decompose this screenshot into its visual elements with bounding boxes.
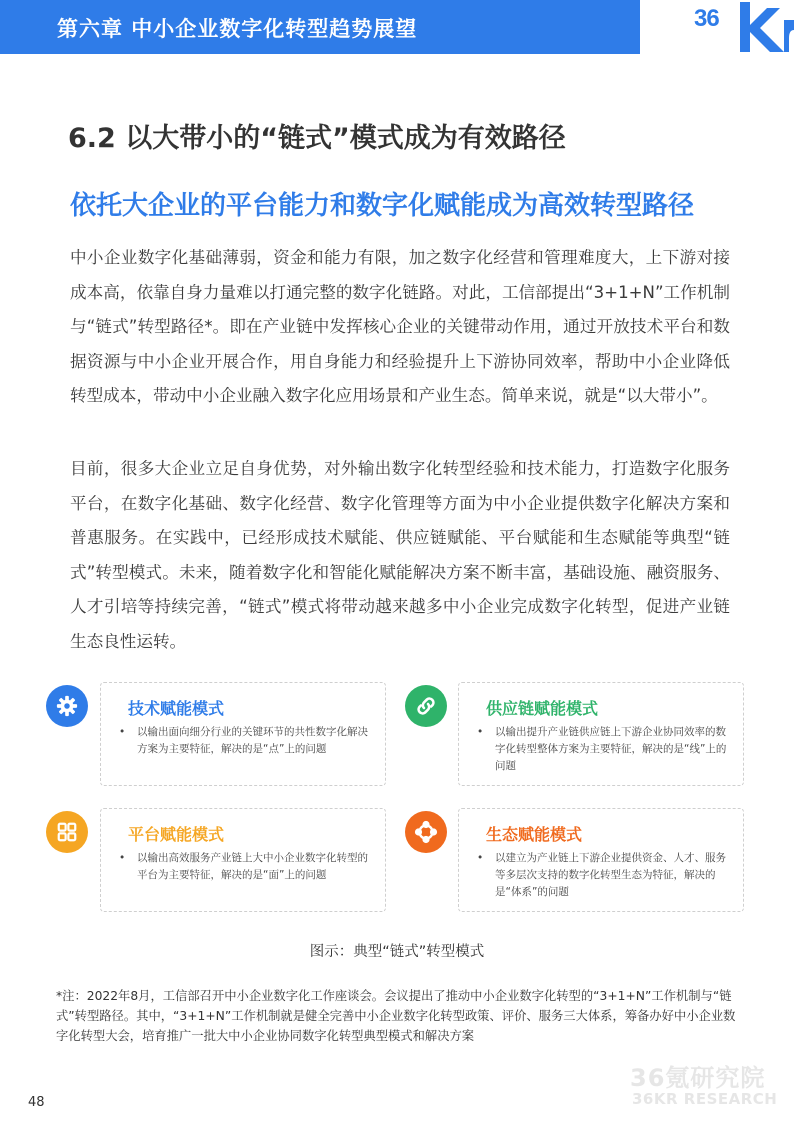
- chapter-title: 第六章 中小企业数字化转型趋势展望: [57, 17, 418, 41]
- page-number: 48: [28, 1095, 45, 1110]
- mode-title: 技术赋能模式: [128, 699, 225, 718]
- mode-bullet-text: 以输出高效服务产业链上大中小企业数字化转型的平台为主要特征，解决的是“面”上的问题: [137, 852, 368, 881]
- section-subtitle: 依托大企业的平台能力和数字化赋能成为高效转型路径: [70, 191, 695, 221]
- watermark-en: 36KR RESEARCH: [632, 1090, 778, 1108]
- mode-bullet-text: 以建立为产业链上下游企业提供资金、人才、服务等多层次支持的数字化转型生态为特征，解决的是“体系”的问题: [495, 852, 726, 898]
- figure-caption: 图示：典型“链式”转型模式: [309, 944, 485, 960]
- grid-icon: [46, 811, 88, 853]
- mode-title: 平台赋能模式: [128, 825, 225, 844]
- logo-36kr: [690, 0, 794, 54]
- body-paragraph-2: 目前，很多大企业立足自身优势，对外输出数字化转型经验和技术能力，打造数字化服务平台，在数字化基础、数字化经营、数字化管理等方面为中小企业提供数字化解决方案和普惠服务。在实践中，已经形成技术赋能、供应链赋能、平台赋能和生态赋能等典型“链式”转型模式。未来，随着数字化和智能化赋能解决方案不断丰富，基础设施、融资服务、人才引培等持续完善，“链式”模式将带动越来越多中小企业完成数字化转型，促进产业链生态良性运转。: [70, 459, 730, 651]
- mode-title: 生态赋能模式: [486, 825, 583, 844]
- mode-card-supply-chain: [458, 682, 744, 786]
- mode-card-platform: [100, 808, 386, 912]
- mode-title: 供应链赋能模式: [486, 699, 599, 718]
- mode-bullet: • 以建立为产业链上下游企业提供资金、人才、服务等多层次支持的数字化转型生态为特征，解决的是“体系”的问题: [477, 850, 727, 901]
- mode-bullet-text: 以输出提升产业链供应链上下游企业协同效率的数字化转型整体方案为主要特征，解决的是“线”上的问题: [495, 726, 727, 772]
- mode-card-tech: [100, 682, 386, 786]
- body-paragraph-1: 中小企业数字化基础薄弱，资金和能力有限，加之数字化经营和管理难度大，上下游对接成本高，依靠自身力量难以打通完整的数字化链路。对此，工信部提出“3+1+N”工作机制与“链式”转型路径*。即在产业链中发挥核心企业的关键带动作用，通过开放技术平台和数据资源与中小企业开展合作，用自身能力和经验提升上下游协同效率，帮助中小企业降低转型成本，带动中小企业融入数字化应用场景和产业生态。简单来说，就是“以大带小”。: [70, 248, 730, 405]
- gear-icon: [46, 685, 88, 727]
- svg-text:36: 36: [694, 5, 719, 32]
- section-title: 6.2 以大带小的“链式”模式成为有效路径: [68, 123, 566, 154]
- link-icon: [405, 685, 447, 727]
- mode-bullet: • 以输出高效服务产业链上大中小企业数字化转型的平台为主要特征，解决的是“面”上的问题: [119, 850, 369, 884]
- cycle-icon: [405, 811, 447, 853]
- mode-bullet: • 以输出面向细分行业的关键环节的共性数字化解决方案为主要特征，解决的是“点”上的问题: [119, 724, 369, 758]
- mode-card-ecosystem: [458, 808, 744, 912]
- footnote: *注：2022年8月，工信部召开中小企业数字化工作座谈会。会议提出了推动中小企业数字化转型的“3+1+N”工作机制与“链式”转型路径。其中，“3+1+N”工作机制就是健全完善中小企业数字化转型政策、评价、服务三大体系，筹备办好中小企业数字化转型大会，培育推广一批大中小企业协同数字化转型典型模式和解决方案: [56, 989, 736, 1043]
- watermark-cn: 36氪研究院: [630, 1064, 766, 1092]
- mode-bullet: • 以输出提升产业链供应链上下游企业协同效率的数字化转型整体方案为主要特征，解决的是“线”上的问题: [477, 724, 727, 775]
- mode-bullet-text: 以输出面向细分行业的关键环节的共性数字化解决方案为主要特征，解决的是“点”上的问题: [137, 726, 368, 755]
